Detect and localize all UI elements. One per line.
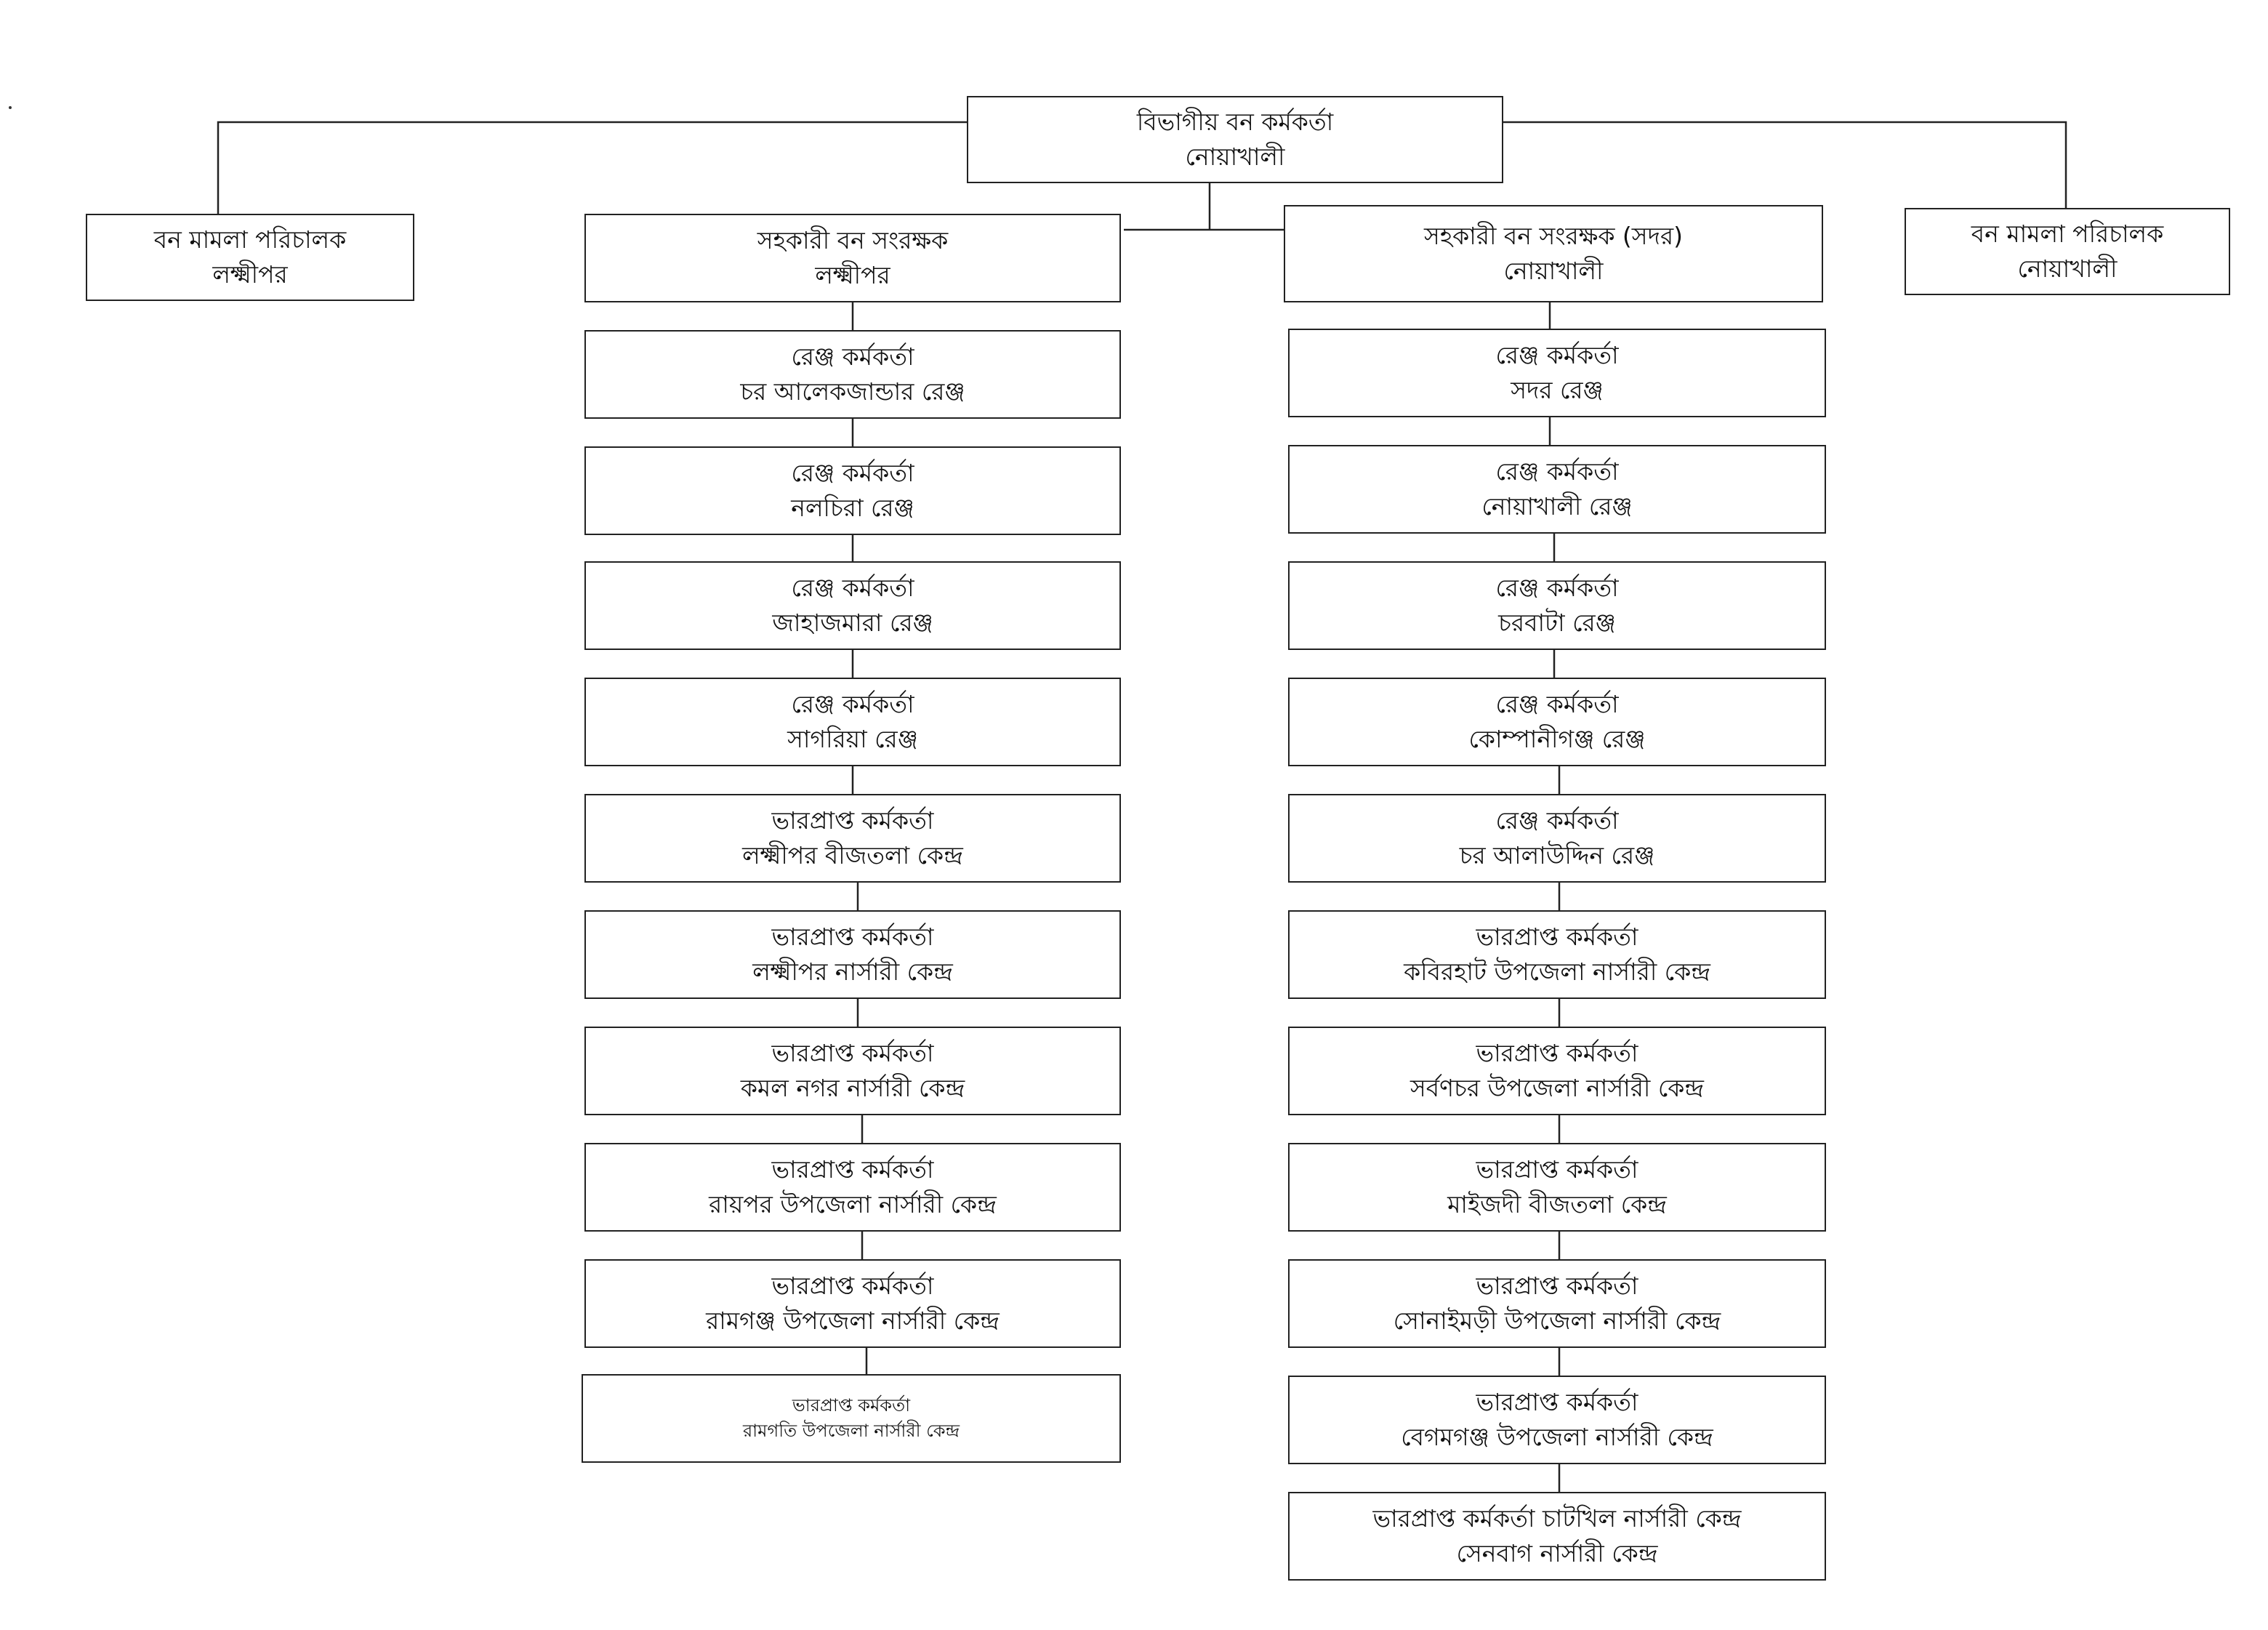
node-title: রেঞ্জ কর্মকর্তা	[791, 574, 914, 603]
node-subtitle: চর আলাউদ্দিন রেঞ্জ	[1459, 841, 1655, 870]
node-subtitle: কোম্পানীগঞ্জ রেঞ্জ	[1468, 725, 1646, 753]
node-title: ভারপ্রাপ্ত কর্মকর্তা	[771, 1272, 934, 1301]
node-left-5	[584, 794, 1121, 883]
node-right-10	[1288, 1376, 1826, 1464]
connector-top-right	[1503, 122, 2066, 208]
node-subtitle: রায়পর উপজেলা নার্সারী কেন্দ্র	[709, 1190, 997, 1219]
node-acf-left-head	[584, 214, 1121, 302]
node-subtitle: চরবাটা রেঞ্জ	[1498, 609, 1616, 637]
node-left-3	[584, 561, 1121, 650]
node-title: ভারপ্রাপ্ত কর্মকর্তা চাটখিল নার্সারী কেন্দ্র	[1372, 1504, 1742, 1533]
node-subtitle: নলচিরা রেঞ্জ	[791, 494, 914, 522]
node-title: রেঞ্জ কর্মকর্তা	[1495, 341, 1619, 370]
node-subtitle: রামগঞ্জ উপজেলা নার্সারী কেন্দ্র	[706, 1306, 1000, 1335]
node-subtitle: সাগরিয়া রেঞ্জ	[787, 725, 918, 753]
node-title: ভারপ্রাপ্ত কর্মকর্তা	[771, 923, 934, 952]
node-subtitle: কবিরহাট উপজেলা নার্সারী কেন্দ্র	[1404, 957, 1710, 986]
node-subtitle: মাইজদী বীজতলা কেন্দ্র	[1447, 1190, 1667, 1219]
node-subtitle: রামগতি উপজেলা নার্সারী কেন্দ্র	[742, 1421, 960, 1441]
node-title: ভারপ্রাপ্ত কর্মকর্তা	[1476, 1388, 1638, 1417]
node-forest-case-director-left	[86, 214, 414, 301]
node-left-1	[584, 330, 1121, 419]
node-title: বন মামলা পরিচালক	[153, 225, 347, 254]
node-left-4	[584, 678, 1121, 766]
node-right-8	[1288, 1143, 1826, 1232]
node-subtitle: লক্ষ্মীপর	[815, 261, 890, 289]
node-left-2	[584, 446, 1121, 535]
node-forest-case-director-right	[1905, 208, 2230, 295]
node-divisional-forest-officer	[967, 96, 1503, 183]
node-title: রেঞ্জ কর্মকর্তা	[1495, 690, 1619, 719]
node-title: সহকারী বন সংরক্ষক	[757, 226, 949, 255]
node-title: সহকারী বন সংরক্ষক (সদর)	[1424, 222, 1683, 251]
node-subtitle: সদর রেঞ্জ	[1511, 376, 1604, 404]
node-subtitle: নোয়াখালী	[2017, 254, 2118, 283]
node-title: রেঞ্জ কর্মকর্তা	[1495, 457, 1619, 486]
node-subtitle: সর্বণচর উপজেলা নার্সারী কেন্দ্র	[1410, 1074, 1704, 1102]
node-subtitle: সেনবাগ নার্সারী কেন্দ্র	[1456, 1539, 1658, 1567]
node-right-5	[1288, 794, 1826, 883]
node-right-4	[1288, 678, 1826, 766]
node-subtitle: লক্ষ্মীপর নার্সারী কেন্দ্র	[752, 957, 953, 986]
node-title: রেঞ্জ কর্মকর্তা	[791, 342, 914, 372]
node-right-7	[1288, 1027, 1826, 1115]
node-title: বিভাগীয় বন কর্মকর্তা	[1136, 108, 1334, 137]
node-title: ভারপ্রাপ্ত কর্মকর্তা	[1476, 1155, 1638, 1184]
node-title: ভারপ্রাপ্ত কর্মকর্তা	[792, 1395, 911, 1416]
connector-top-left	[218, 122, 967, 214]
node-title: রেঞ্জ কর্মকর্তা	[791, 459, 914, 488]
node-subtitle: চর আলেকজান্ডার রেঞ্জ	[740, 377, 965, 406]
node-subtitle: নোয়াখালী	[1185, 142, 1285, 171]
node-title: বন মামলা পরিচালক	[1971, 220, 2164, 249]
node-title: রেঞ্জ কর্মকর্তা	[791, 690, 914, 719]
node-subtitle: লক্ষ্মীপর বীজতলা কেন্দ্র	[742, 841, 963, 870]
node-subtitle: জাহাজমারা রেঞ্জ	[772, 609, 933, 637]
node-right-3	[1288, 561, 1826, 650]
node-title: ভারপ্রাপ্ত কর্মকর্তা	[1476, 1039, 1638, 1068]
node-title: ভারপ্রাপ্ত কর্মকর্তা	[1476, 923, 1638, 952]
node-subtitle: নোয়াখালী রেঞ্জ	[1481, 492, 1633, 521]
node-title: রেঞ্জ কর্মকর্তা	[1495, 574, 1619, 603]
node-title: ভারপ্রাপ্ত কর্মকর্তা	[771, 1155, 934, 1184]
node-title: ভারপ্রাপ্ত কর্মকর্তা	[771, 1039, 934, 1068]
node-title: ভারপ্রাপ্ত কর্মকর্তা	[771, 806, 934, 835]
node-subtitle: কমল নগর নার্সারী কেন্দ্র	[740, 1074, 965, 1102]
node-left-7	[584, 1027, 1121, 1115]
node-left-9	[584, 1259, 1121, 1348]
node-acf-right-head	[1284, 205, 1823, 302]
node-left-6	[584, 910, 1121, 999]
scan-speck	[9, 106, 12, 109]
node-title: ভারপ্রাপ্ত কর্মকর্তা	[1476, 1272, 1638, 1301]
node-subtitle: বেগমগঞ্জ উপজেলা নার্সারী কেন্দ্র	[1401, 1423, 1713, 1451]
node-left-10	[582, 1374, 1121, 1463]
node-subtitle: সোনাইমড়ী উপজেলা নার্সারী কেন্দ্র	[1393, 1306, 1721, 1335]
node-right-1	[1288, 329, 1826, 417]
node-subtitle: লক্ষ্মীপর	[212, 260, 288, 289]
node-right-11	[1288, 1492, 1826, 1581]
node-right-6	[1288, 910, 1826, 999]
node-right-9	[1288, 1259, 1826, 1348]
node-left-8	[584, 1143, 1121, 1232]
node-title: রেঞ্জ কর্মকর্তা	[1495, 806, 1619, 835]
node-subtitle: নোয়াখালী	[1503, 257, 1604, 285]
node-right-2	[1288, 445, 1826, 534]
